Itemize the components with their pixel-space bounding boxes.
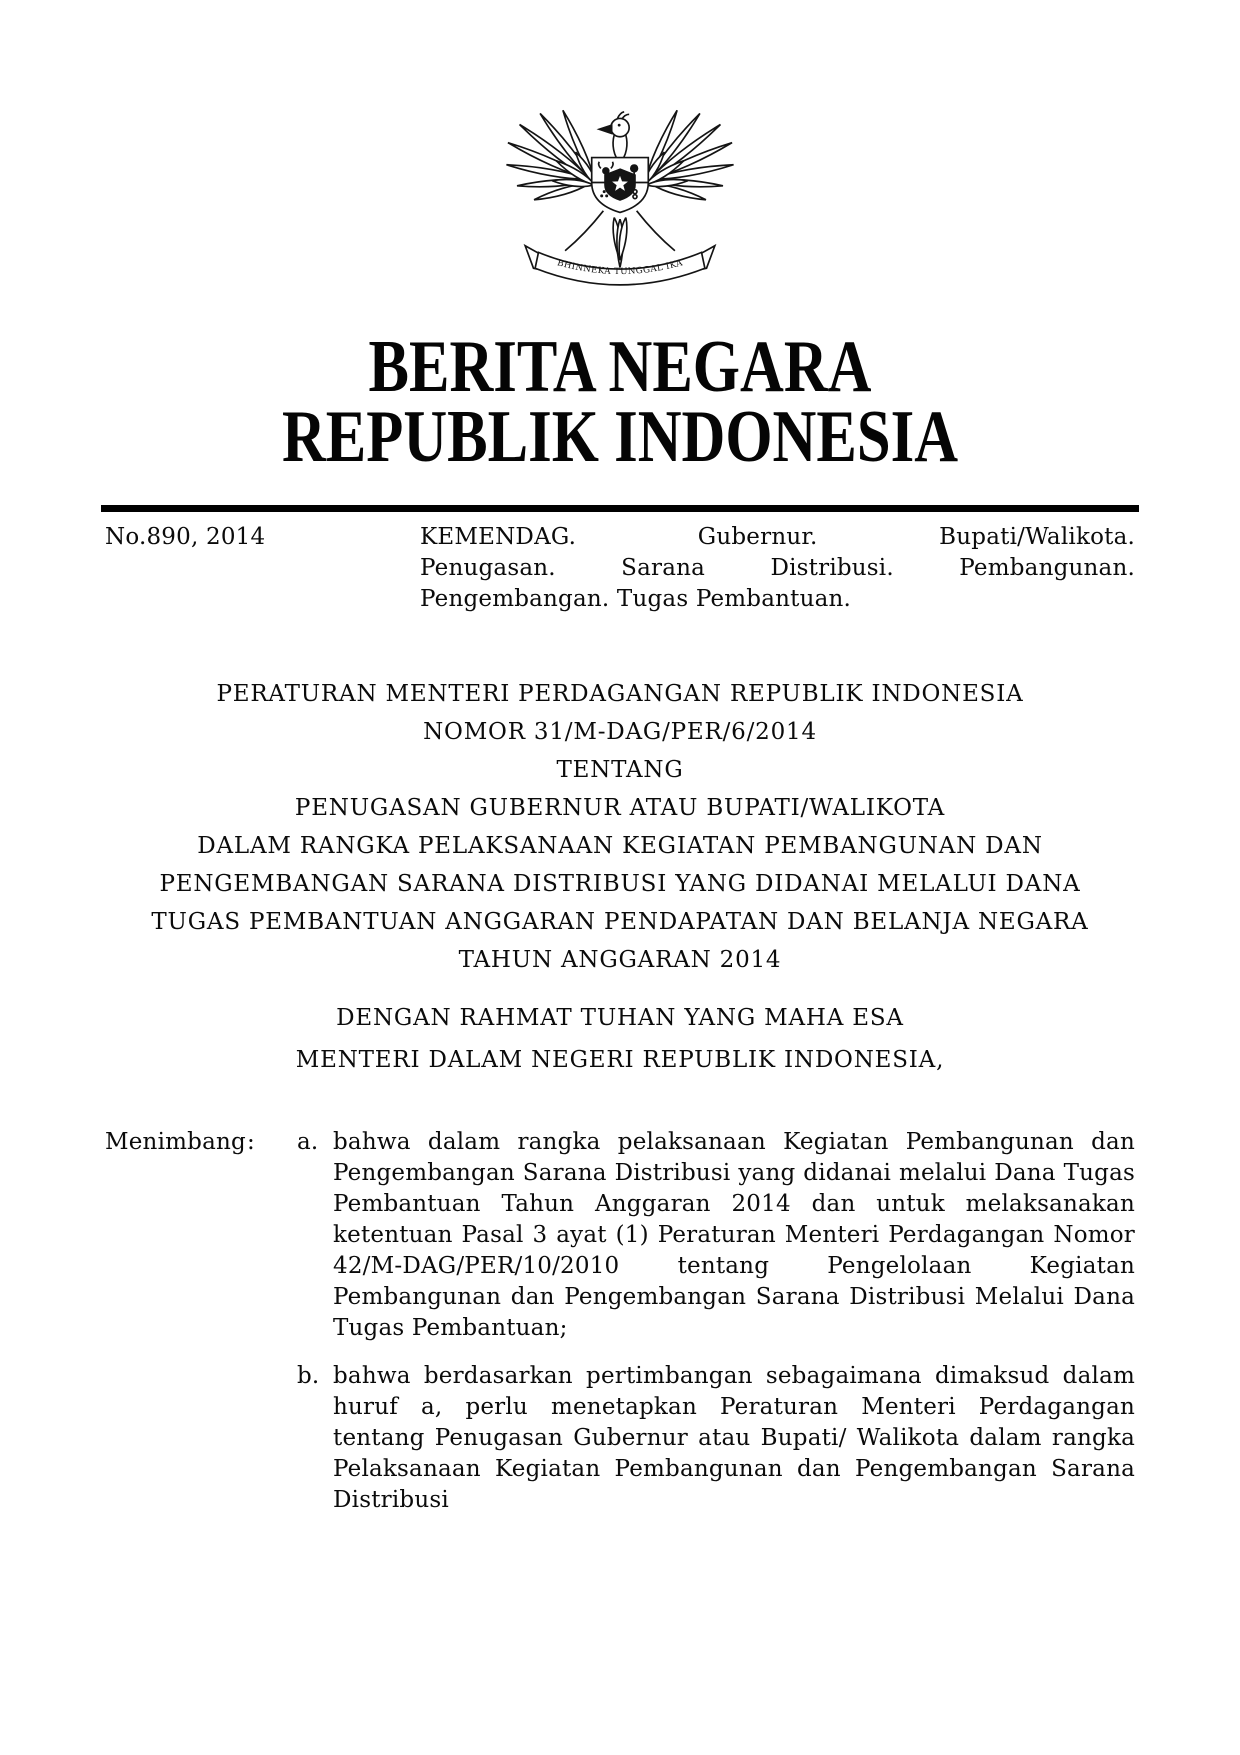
title-line: NOMOR 31/M-DAG/PER/6/2014 [423,719,817,745]
item-marker: b. [297,1363,320,1389]
sprig-symbol-icon [603,190,606,193]
left-leg-icon [565,211,603,251]
considering-section [105,1127,1135,1516]
subject-line: Penugasan. Sarana Distribusi. Pembangunan. [420,555,1135,581]
considering-row [105,1127,1135,1516]
subject-line: KEMENDAG. Gubernur. Bupati/Walikota. [420,524,1135,550]
masthead-line-1: BERITA NEGARA [368,326,872,408]
considering-label-text: Menimbang [105,1129,246,1155]
gazette-masthead [105,326,1135,478]
considering-label [105,1127,297,1158]
eagle-head-icon [611,118,629,136]
considering-item-a [297,1127,1135,1344]
title-line: TENTANG [556,757,684,783]
considering-colon: : [247,1129,255,1155]
regulation-title-block [105,675,1135,979]
right-wing-icon [641,109,734,203]
title-line: PERATURAN MENTERI PERDAGANGAN REPUBLIK INDONESIA [216,681,1024,707]
gazette-subject [420,522,1135,615]
considering-item-b [297,1361,1135,1516]
title-line: PENUGASAN GUBERNUR ATAU BUPATI/WALIKOTA [294,795,946,821]
tree-symbol-icon [630,164,638,172]
masthead-divider-rule [101,505,1139,512]
item-text: bahwa berdasarkan pertimbangan sebagaimana dimaksud dalam huruf a, perlu menetapkan Peraturan Menteri Perdagangan tentang Penugasan Gubernur atau Bupati/ Walikota dalam rangka Pelaksanaan Kegiatan Pembangunan dan Pengembangan Sarana Distribusi [333,1363,1135,1513]
item-marker: a. [297,1129,319,1155]
gazette-number: No.890, 2014 [105,524,266,550]
left-wing-icon [506,109,599,203]
beak-icon [599,125,611,133]
invocation-line: DENGAN RAHMAT TUHAN YANG MAHA ESA [336,1005,904,1031]
garuda-emblem-graphic [495,86,745,304]
ribbon-motto-text: BHINNEKA TUNGGAL IKA [555,258,685,278]
masthead-line-2: REPUBLIK INDONESIA [281,396,959,478]
title-line: PENGEMBANGAN SARANA DISTRIBUSI YANG DIDANAI MELALUI DANA [159,871,1081,897]
right-leg-icon [637,211,675,251]
gazette-meta-row [105,522,1135,615]
eye-icon [618,124,621,127]
title-line: DALAM RANGKA PELAKSANAAN KEGIATAN PEMBANGUNAN DAN [197,833,1043,859]
item-text: bahwa dalam rangka pelaksanaan Kegiatan Pembangunan dan Pengembangan Sarana Distribusi yang didanai melalui Dana Tugas Pembantuan Tahun Anggaran 2014 dan untuk melaksanakan ketentuan Pasal 3 ayat (1) Peraturan Menteri Perdagangan Nomor 42/M-DAG/PER/10/2010 tentang Pengelolaan Kegiatan Pembangunan dan Pengembangan Sarana Distribusi Melalui Dana Tugas Pembantuan; [333,1129,1135,1341]
authority-line: MENTERI DALAM NEGERI REPUBLIK INDONESIA, [295,1047,945,1073]
title-line: TUGAS PEMBANTUAN ANGGARAN PENDAPATAN DAN BELANJA NEGARA [151,909,1089,935]
tail-feathers-icon [611,217,629,267]
garuda-pancasila-emblem [495,86,745,304]
considering-items [297,1127,1135,1516]
subject-line: Pengembangan. Tugas Pembantuan. [420,586,852,612]
title-line: TAHUN ANGGARAN 2014 [458,947,782,973]
